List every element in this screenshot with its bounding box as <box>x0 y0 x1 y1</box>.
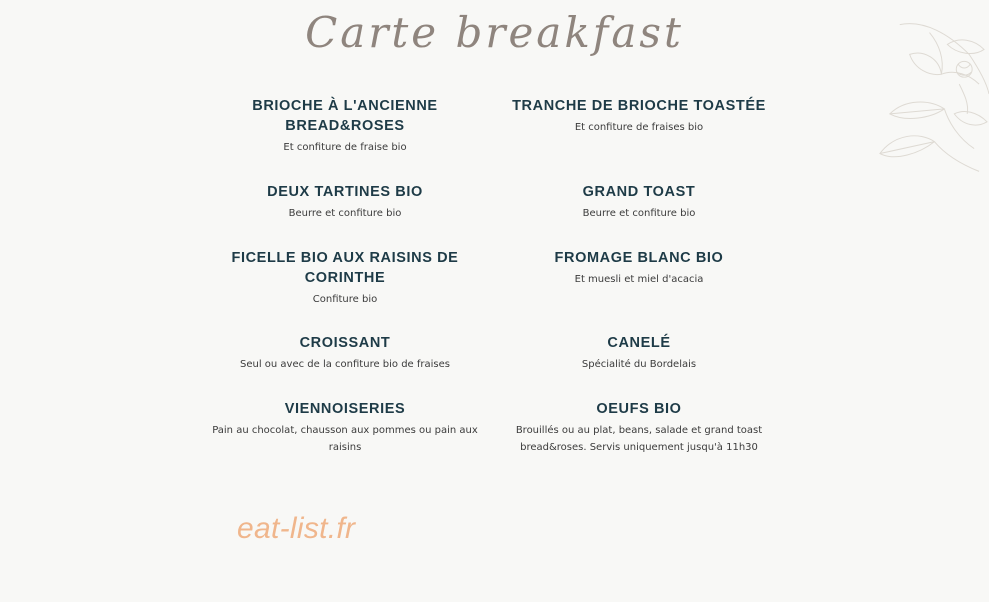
menu-item-description: Beurre et confiture bio <box>582 208 696 219</box>
watermark-text: eat-list.fr <box>237 512 356 545</box>
menu-item-description: Spécialité du Bordelais <box>581 359 697 370</box>
menu-item-name: CANELÉ <box>607 335 671 351</box>
floral-leaves-icon <box>870 14 989 184</box>
menu-item-name: DEUX TARTINES BIO <box>267 184 423 200</box>
menu-item-fromage-blanc <box>504 248 774 288</box>
page-title: Carte breakfast <box>305 8 684 57</box>
menu-item-name: FROMAGE BLANC BIO <box>554 250 724 266</box>
menu-item-description: Et confiture de fraises bio <box>574 122 704 133</box>
menu-item-name: BRIOCHE À L'ANCIENNE BREAD&ROSES <box>252 98 438 134</box>
menu-item-description: Et muesli et miel d'acacia <box>574 274 704 285</box>
menu-item-name: GRAND TOAST <box>582 184 696 200</box>
menu-item-canele <box>504 333 774 373</box>
menu-item-description: Beurre et confiture bio <box>288 208 402 219</box>
menu-item-name: CROISSANT <box>299 335 391 351</box>
menu-item-tranche-brioche <box>504 96 774 136</box>
menu-item-oeufs-bio <box>504 399 774 456</box>
menu-item-description: Brouillés ou au plat, beans, salade et grand toast bread&roses. Servis uniquement jusqu'à 11h30 <box>515 425 763 453</box>
menu-item-croissant <box>210 333 480 373</box>
menu-item-brioche-ancienne <box>210 96 480 156</box>
menu-item-grand-toast <box>504 182 774 222</box>
menu-item-ficelle <box>210 248 480 308</box>
menu-item-name: VIENNOISERIES <box>284 401 406 417</box>
menu-item-name: TRANCHE DE BRIOCHE TOASTÉE <box>512 98 766 114</box>
menu-item-description: Confiture bio <box>312 294 378 305</box>
menu-item-viennoiseries <box>210 399 480 456</box>
menu-item-name: OEUFS BIO <box>596 401 682 417</box>
menu-item-description: Pain au chocolat, chausson aux pommes ou pain aux raisins <box>212 425 478 453</box>
menu-item-description: Et confiture de fraise bio <box>283 142 407 153</box>
menu-item-deux-tartines <box>210 182 480 222</box>
menu-item-description: Seul ou avec de la confiture bio de fraises <box>239 359 450 370</box>
menu-item-name: FICELLE BIO AUX RAISINS DE CORINTHE <box>231 250 459 286</box>
